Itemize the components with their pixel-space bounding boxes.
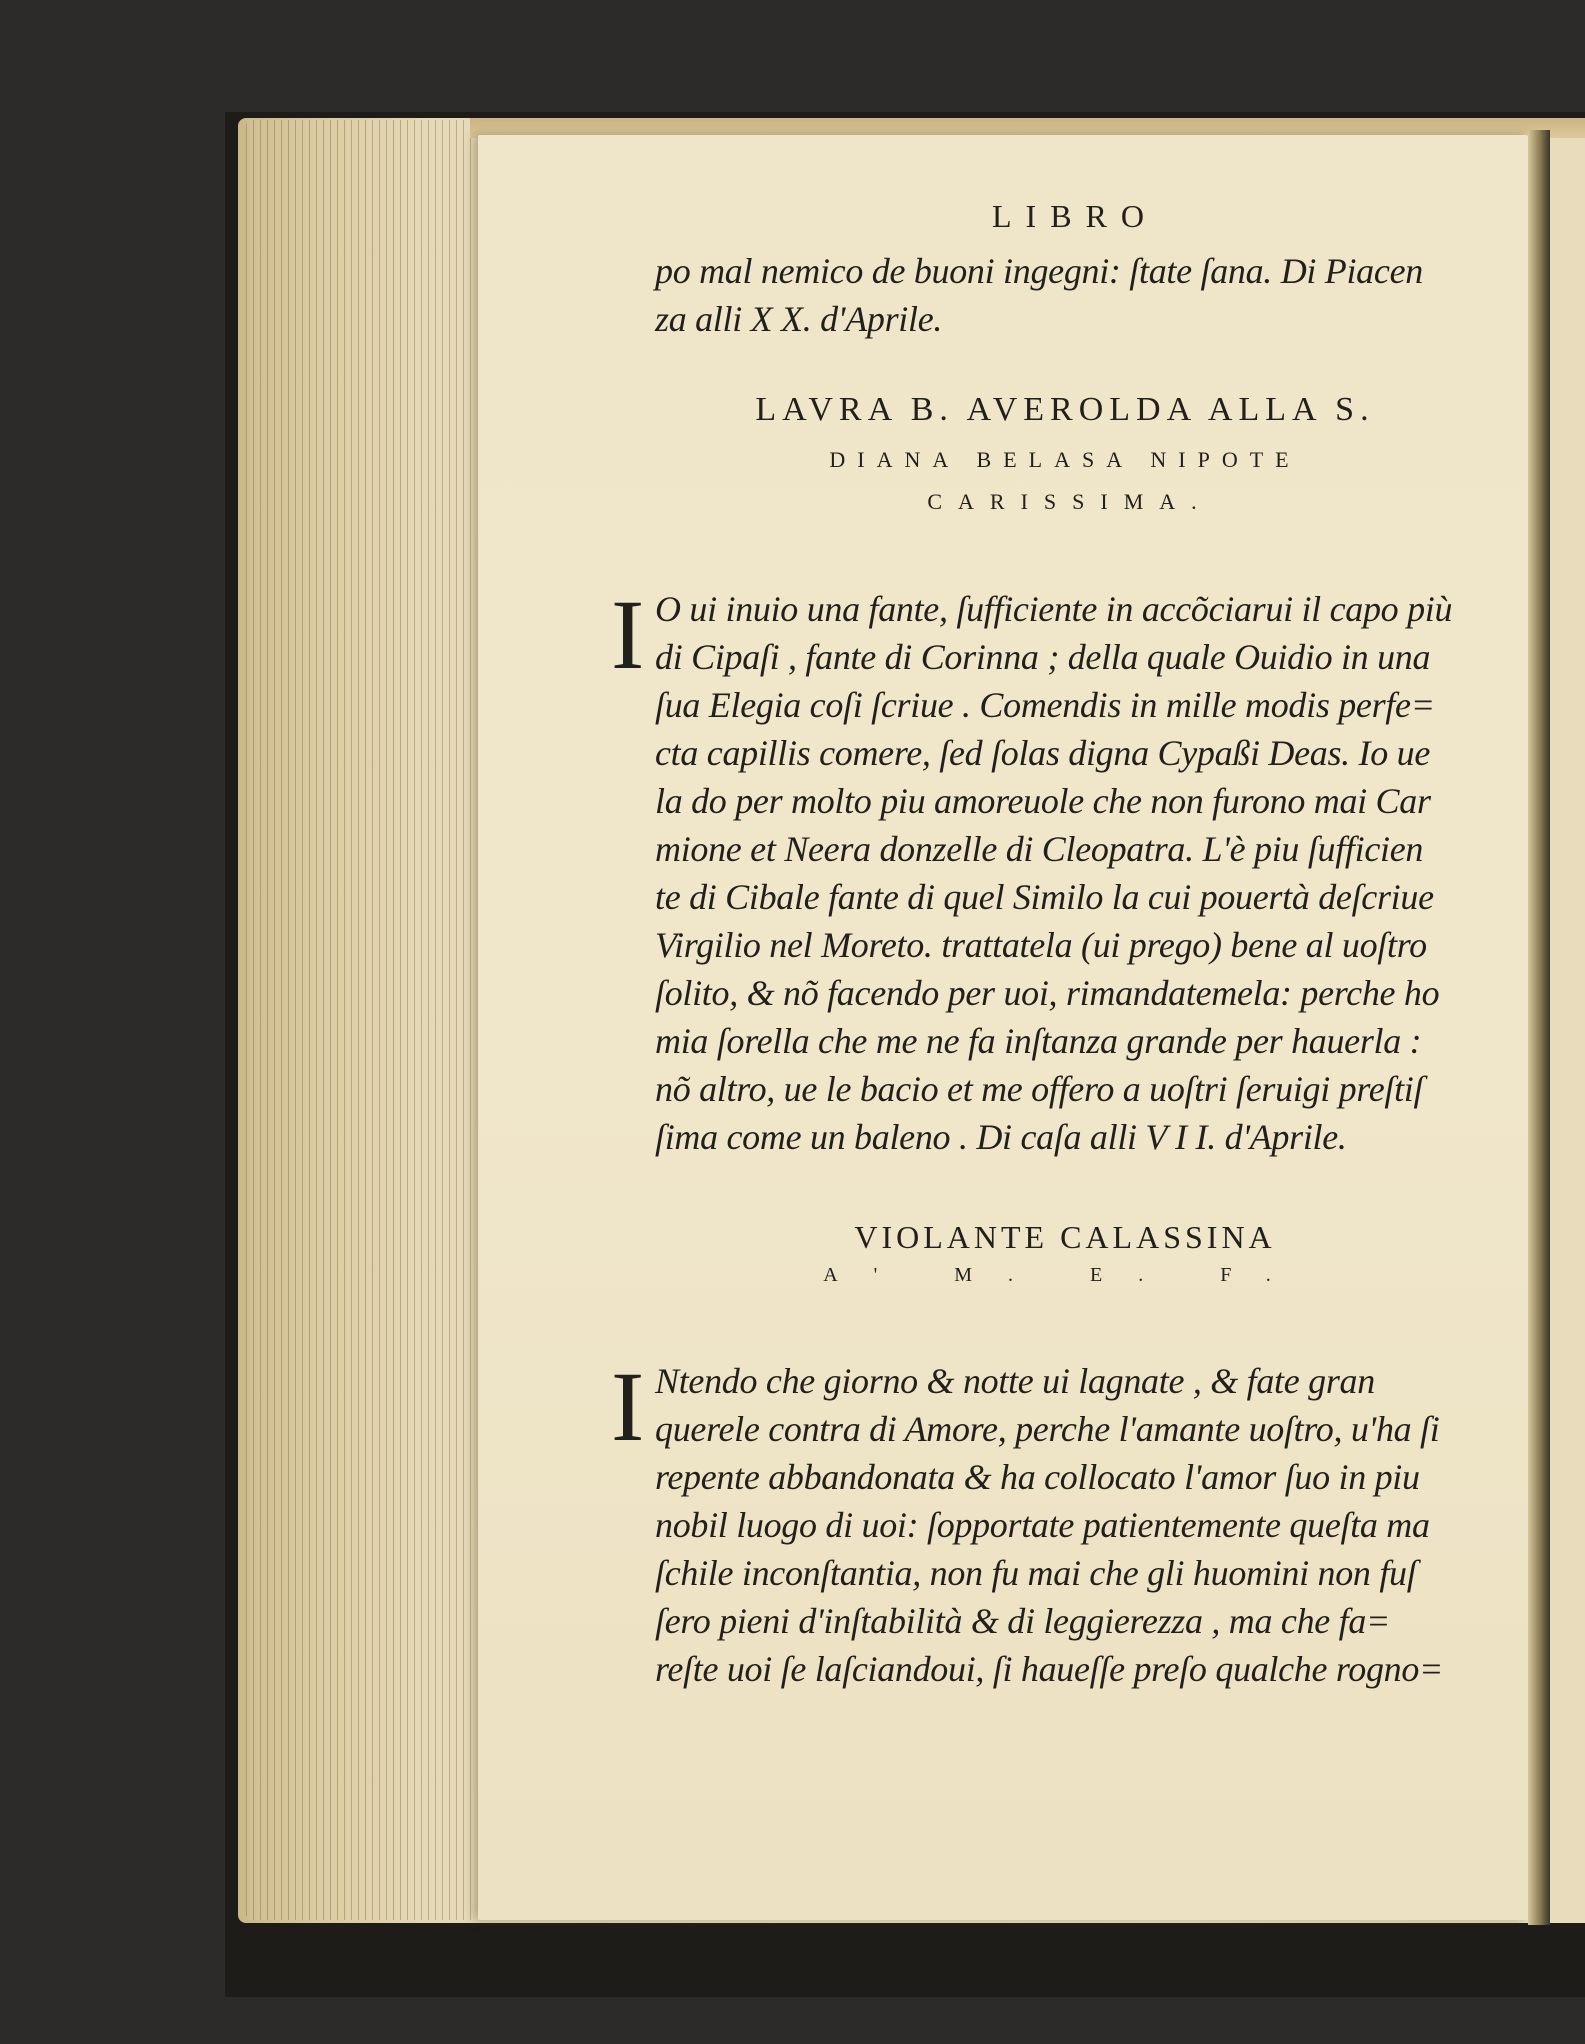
- text-line: ſua Elegia coſi ſcriue . Comendis in mille modis perfe=: [655, 685, 1435, 725]
- next-page-edge: [1550, 140, 1585, 1920]
- letter-heading: VIOLANTE CALASSINA: [854, 1219, 1276, 1255]
- text-line: za alli X X. d'Aprile.: [655, 299, 943, 339]
- text-line: nõ altro, ue le bacio et me offero a uoſtri ſeruigi preſtiſ: [655, 1069, 1424, 1109]
- page-text: [611, 180, 1475, 1693]
- text-line: querele contra di Amore, perche l'amante uoſtro, u'ha ſi: [655, 1409, 1440, 1449]
- text-line: po mal nemico de buoni ingegni: ſtate ſana. Di Piacen: [655, 251, 1423, 291]
- running-head: LIBRO: [992, 198, 1158, 234]
- text-line: ſero pieni d'inſtabilità & di leggierezza , ma che fa=: [655, 1601, 1391, 1641]
- text-line: Ntendo che giorno & notte ui lagnate , & fate gran: [655, 1361, 1375, 1401]
- text-line: O ui inuio una fante, ſufficiente in accõciarui il capo più: [655, 589, 1453, 629]
- text-line: Virgilio nel Moreto. trattatela (ui prego) bene al uoſtro: [655, 925, 1427, 965]
- letter-body: [611, 579, 1475, 1161]
- text-line: reſte uoi ſe laſciandoui, ſi haueſſe preſo qualche rogno=: [655, 1649, 1444, 1689]
- text-line: mia ſorella che me ne fa inſtanza grande per hauerla :: [655, 1021, 1422, 1061]
- text-line: la do per molto piu amoreuole che non furono mai Car: [655, 781, 1431, 821]
- page-edges: [246, 120, 476, 1920]
- drop-cap: I: [611, 1351, 645, 1462]
- text-line: ſima come un baleno . Di caſa alli V I I. d'Aprile.: [655, 1117, 1347, 1157]
- text-line: ſolito, & nõ facendo per uoi, rimandatemela: perche ho: [655, 973, 1440, 1013]
- text-line: repente abbandonata & ha collocato l'amor ſuo in piu: [655, 1457, 1420, 1497]
- text-line: di Cipaſi , fante di Corinna ; della quale Ouidio in una: [655, 637, 1431, 677]
- text-line: ſchile inconſtantia, non fu mai che gli huomini non fuſ: [655, 1553, 1417, 1593]
- text-line: te di Cibale fante di quel Similo la cui pouertà deſcriue: [655, 877, 1434, 917]
- text-line: nobil luogo di uoi: ſopportate patientemente queſta ma: [655, 1505, 1430, 1545]
- letter-subheading: DIANA BELASA NIPOTE: [829, 447, 1301, 472]
- text-line: cta capillis comere, ſed ſolas digna Cypaßi Deas. Io ue: [655, 733, 1431, 773]
- spine-gutter: [1528, 130, 1550, 1925]
- text-line: mione et Neera donzelle di Cleopatra. L'è piu ſufficien: [655, 829, 1424, 869]
- drop-cap: I: [611, 579, 645, 690]
- letter-heading: LAVRA B. AVEROLDA ALLA S.: [755, 391, 1375, 428]
- letter-subheading: A' M. E. F.: [823, 1264, 1307, 1286]
- letter-body: [611, 1351, 1475, 1693]
- letter-subheading: CARISSIMA.: [927, 489, 1213, 514]
